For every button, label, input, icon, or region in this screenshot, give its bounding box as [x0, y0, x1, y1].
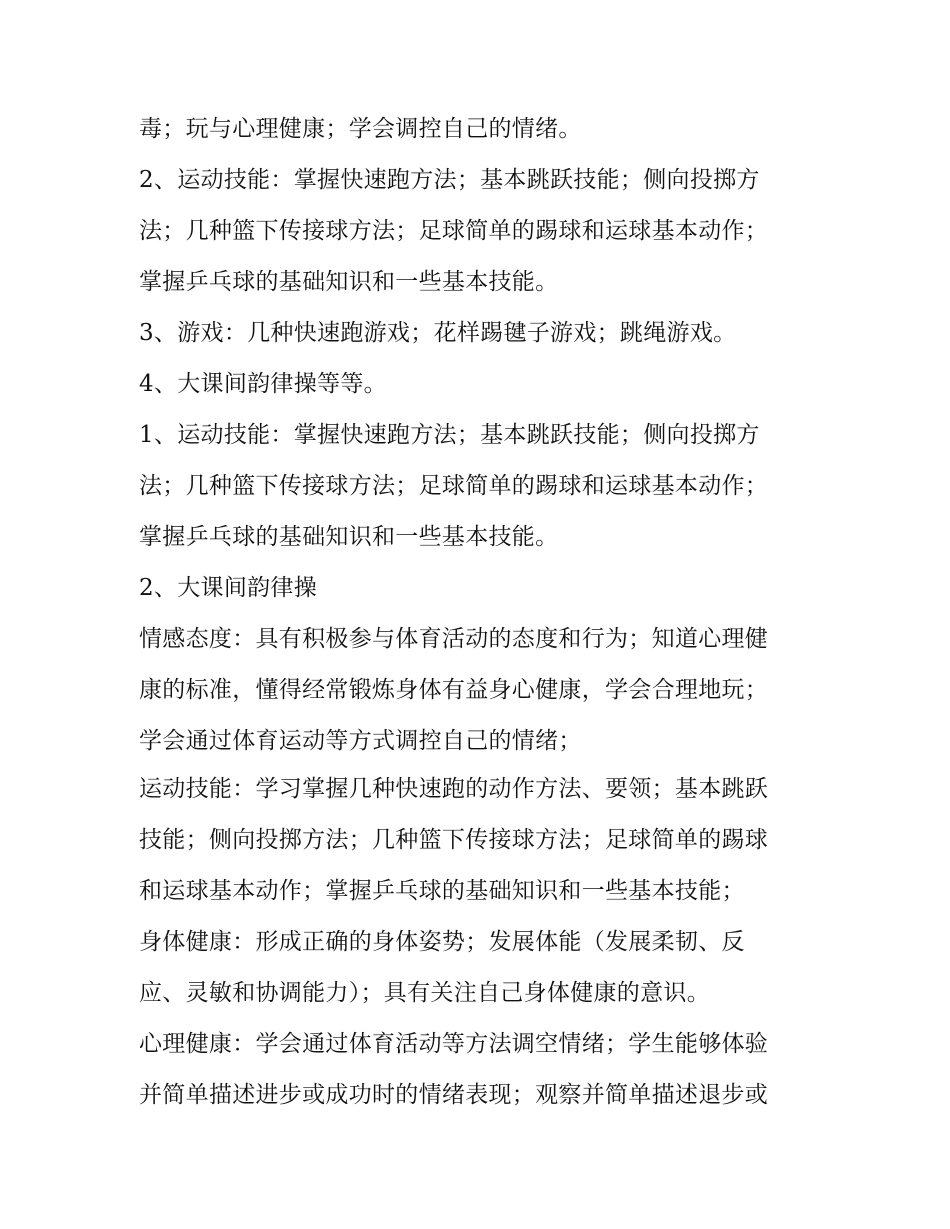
text-line: 掌握乒乓球的基础知识和一些基本技能。 — [139, 269, 559, 295]
text-line: 心理健康：学会通过体育活动等方法调空情绪；学生能够体验 — [139, 1031, 769, 1057]
text-line: 1、运动技能：掌握快速跑方法；基本跳跃技能；侧向投掷方 — [139, 422, 760, 448]
text-line: 康的标准，懂得经常锻炼身体有益身心健康，学会合理地玩； — [139, 677, 769, 703]
text-line: 学会通过体育运动等方式调控自己的情绪； — [139, 728, 582, 754]
text-line: 2、运动技能：掌握快速跑方法；基本跳跃技能；侧向投掷方 — [139, 167, 760, 193]
text-line: 和运球基本动作；掌握乒乓球的基础知识和一些基本技能； — [139, 878, 745, 904]
text-line: 身体健康：形成正确的身体姿势；发展体能（发展柔韧、反 — [139, 929, 745, 955]
text-line: 并简单描述进步或成功时的情绪表现；观察并简单描述退步或 — [139, 1082, 769, 1108]
text-line: 应、灵敏和协调能力）；具有关注自己身体健康的意识。 — [139, 980, 710, 1006]
text-line: 法；几种篮下传接球方法；足球简单的踢球和运球基本动作； — [139, 218, 769, 244]
text-line: 运动技能：学习掌握几种快速跑的动作方法、要领；基本跳跃 — [139, 776, 769, 802]
text-line: 毒；玩与心理健康；学会调控自己的情绪。 — [139, 116, 582, 142]
text-line: 4、大课间韵律操等等。 — [139, 371, 387, 397]
text-line: 3、游戏：几种快速跑游戏；花样踢毽子游戏；跳绳游戏。 — [139, 320, 737, 346]
text-line: 法；几种篮下传接球方法；足球简单的踢球和运球基本动作； — [139, 473, 769, 499]
text-line: 技能；侧向投掷方法；几种篮下传接球方法；足球简单的踢球 — [139, 827, 769, 853]
text-line: 2、大课间韵律操 — [139, 575, 318, 601]
text-line: 掌握乒乓球的基础知识和一些基本技能。 — [139, 524, 559, 550]
text-line: 情感态度：具有积极参与体育活动的态度和行为；知道心理健 — [139, 626, 769, 652]
